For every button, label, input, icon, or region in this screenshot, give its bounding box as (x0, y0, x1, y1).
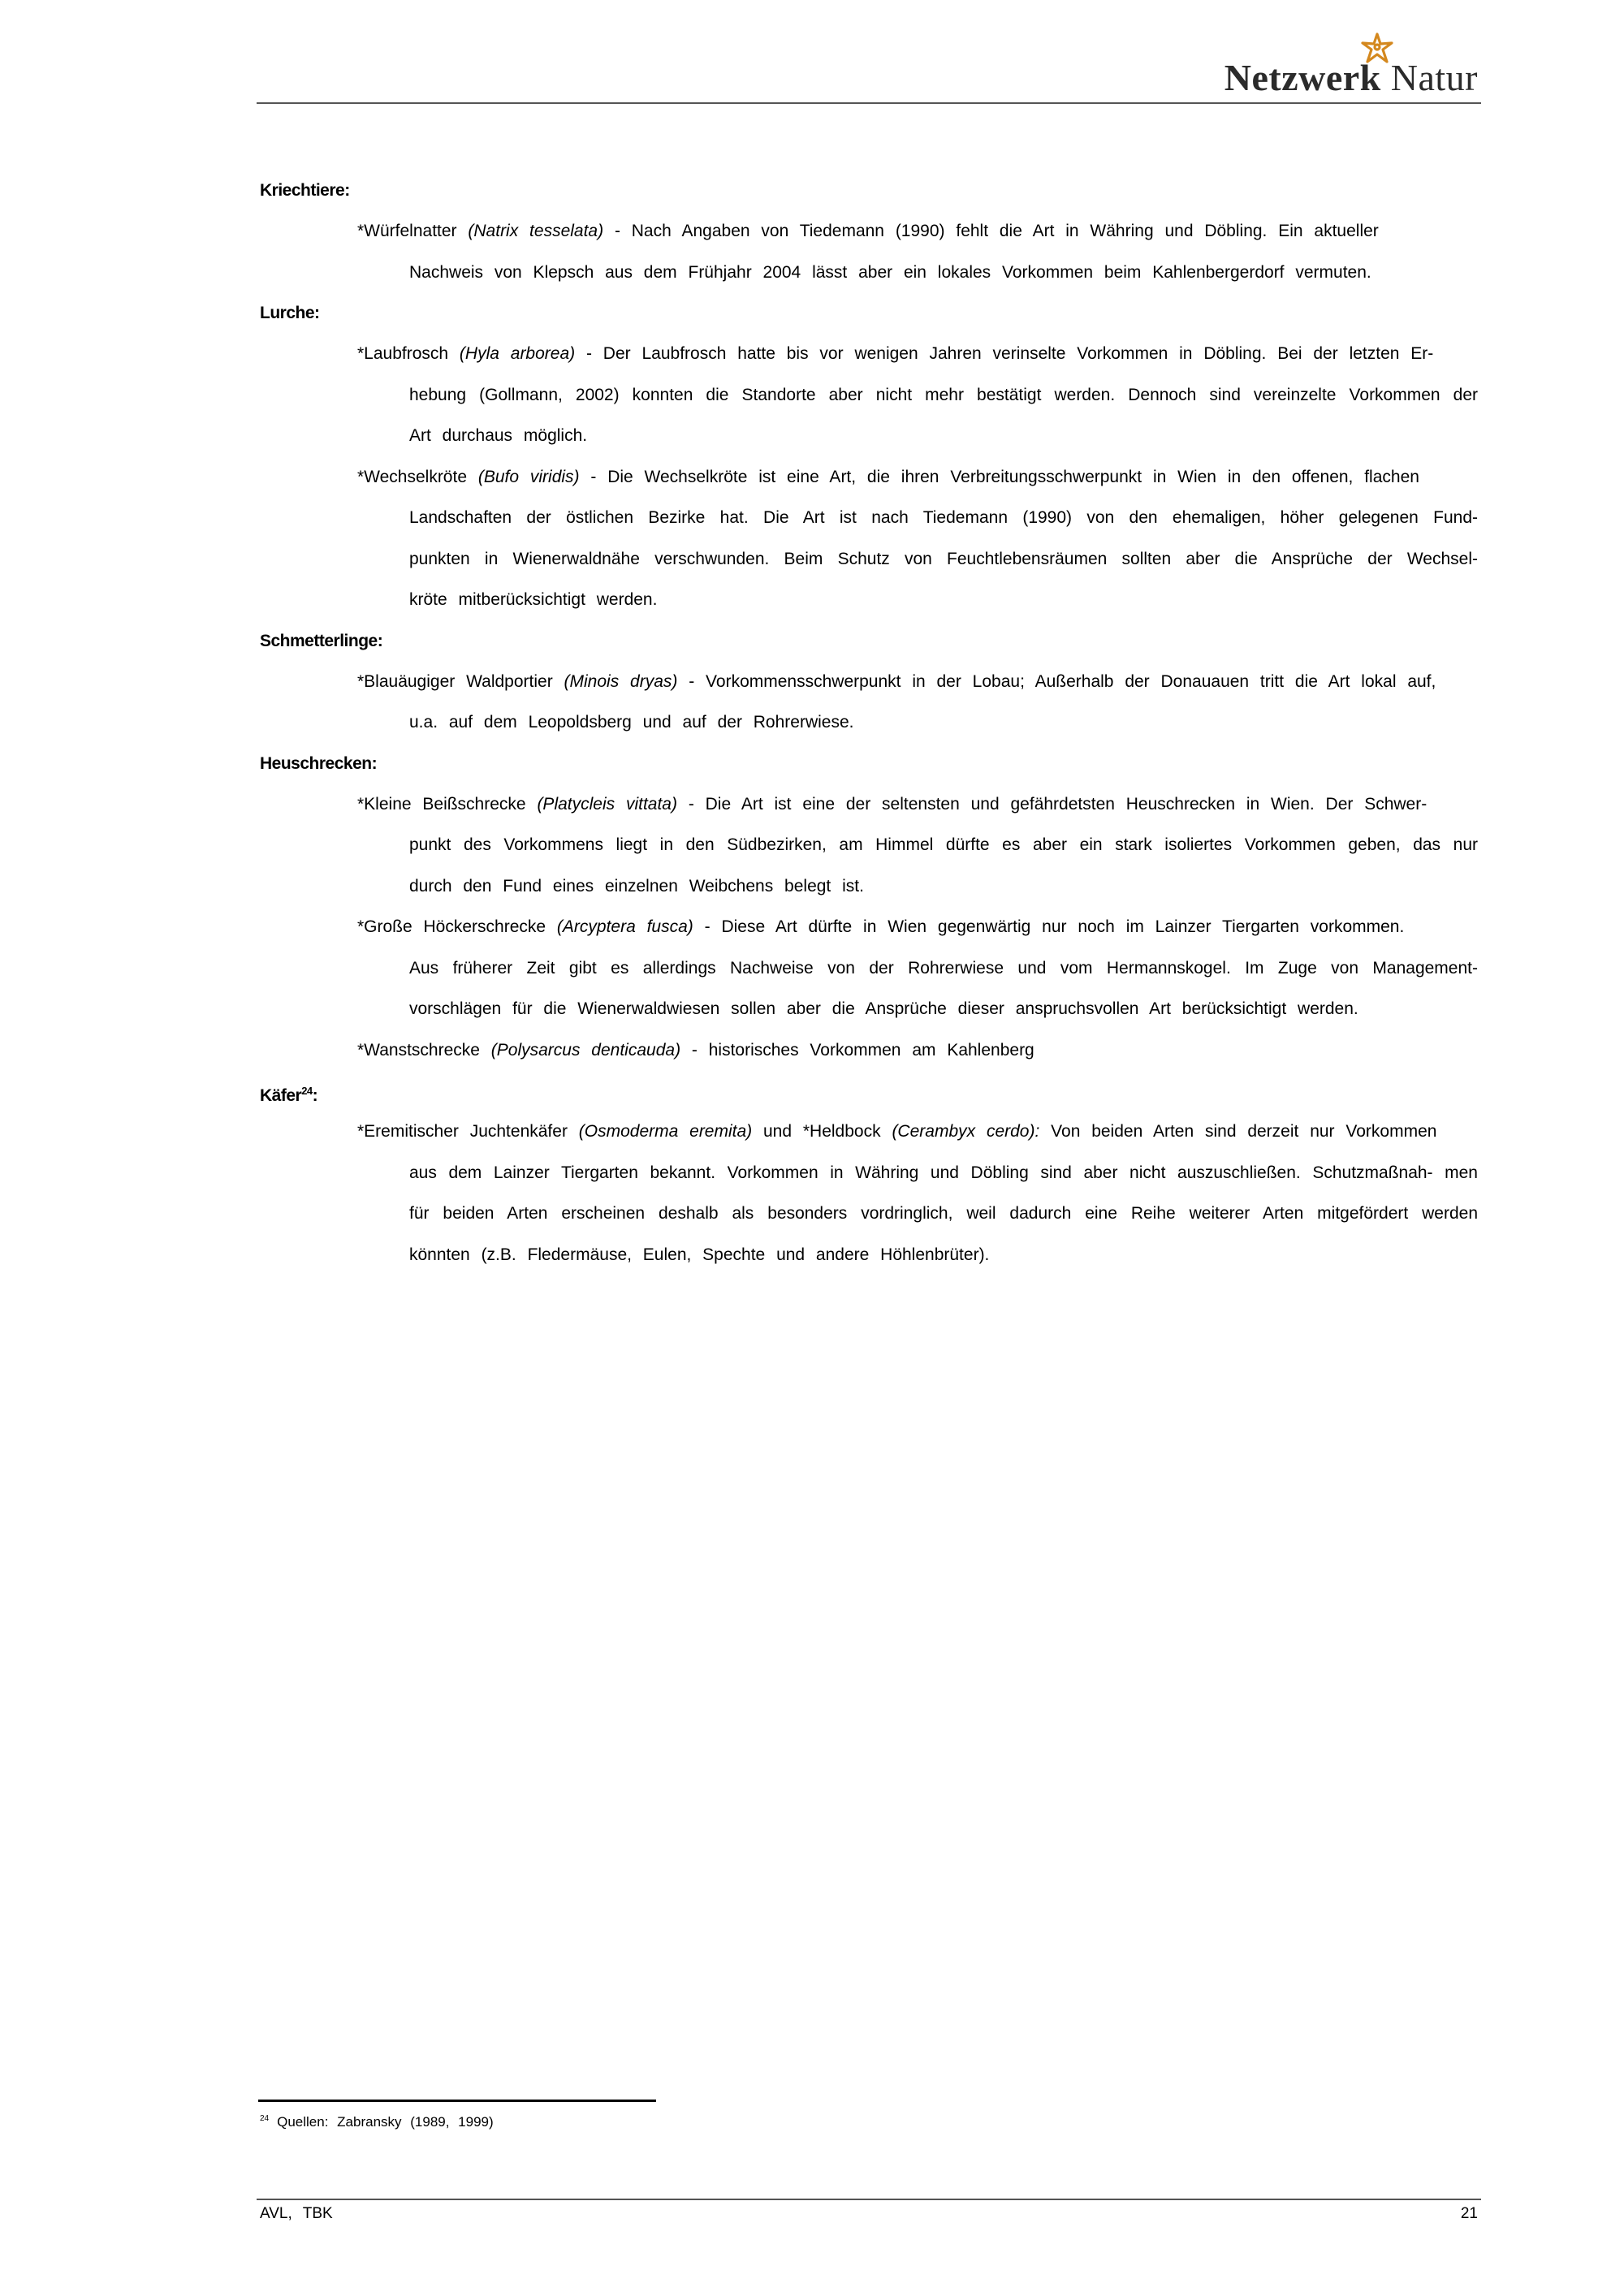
species-entry (357, 907, 1478, 1030)
species-name: *Große Höckerschrecke (357, 917, 557, 936)
scientific-name: (Polysarcus denticauda) (490, 1040, 681, 1060)
footer-rule (257, 2199, 1481, 2200)
species-name: *Wechselkröte (357, 467, 478, 486)
species-name: *Blauäugiger Waldportier (357, 671, 564, 691)
footnote-ref[interactable]: 24 (301, 1085, 313, 1097)
category-heading: Heuschrecken: (260, 753, 378, 773)
category-heading: Lurche: (260, 304, 320, 322)
footnote-rule (258, 2100, 656, 2102)
document-body (260, 170, 1478, 1275)
species-name: *Kleine Beißschrecke (357, 794, 538, 814)
species-entry (357, 1030, 1478, 1072)
logo-regular-word: Natur (1390, 57, 1478, 98)
scientific-name: (Hyla arborea) (459, 344, 576, 363)
entry-continuation: Nachweis von Klepsch aus dem Frühjahr 2004 lässt aber ein lokales Vorkommen beim Kahlenbergerdorf vermuten. (409, 262, 1371, 282)
scientific-name: (Platycleis vittata) (537, 794, 677, 814)
entry-text: - Die Art ist eine der seltensten und gefährdetsten Heuschrecken in Wien. Der Schwer- (676, 794, 1427, 814)
category-heading: Schmetterlinge: (260, 631, 383, 650)
scientific-name: (Natrix tesselata) (468, 222, 604, 240)
species-name: *Eremitischer Juchtenkäfer (357, 1122, 579, 1141)
scientific-name: (Arcyptera fusca) (556, 917, 693, 936)
entry-text: - Diese Art dürfte in Wien gegenwärtig nur noch im Lainzer Tiergarten vorkommen. (693, 917, 1405, 936)
entry-text: Von beiden Arten sind derzeit nur Vorkommen (1039, 1122, 1437, 1141)
entry-text: - Vorkommensschwerpunkt in der Lobau; Außerhalb der Donauauen tritt die Art lokal auf, (677, 671, 1436, 691)
scientific-name: (Osmoderma eremita) (578, 1122, 753, 1141)
entry-text: und *Heldbock (752, 1122, 892, 1141)
scientific-name: (Minois dryas) (564, 671, 678, 691)
footnote-text: Quellen: Zabransky (1989, 1999) (277, 2114, 494, 2130)
header-rule (257, 102, 1481, 104)
species-entry (357, 334, 1478, 457)
entry-continuation: u.a. auf dem Leopoldsberg und auf der Rohrerwiese. (409, 713, 854, 732)
entry-continuation: Landschaften der östlichen Bezirke hat. Die Art ist nach Tiedemann (1990) von den ehemaligen, höher gelegenen Fund- punkten in Wienerwaldnähe verschwunden. Beim Schutz von Feuchtlebensräumen sollten aber die Ansprüche der Wechsel- kröte mitberücksichtigt werden. (409, 508, 1478, 609)
entry-continuation: hebung (Gollmann, 2002) konnten die Standorte aber nicht mehr bestätigt werden. Dennoch sind vereinzelte Vorkommen der Art durchaus möglich. (409, 385, 1478, 445)
scientific-name: (Bufo viridis) (477, 467, 580, 486)
page-number: 21 (1460, 2205, 1478, 2222)
species-entry (357, 457, 1478, 621)
species-entry (357, 662, 1478, 744)
entry-continuation: punkt des Vorkommens liegt in den Südbezirken, am Himmel dürfte es aber ein stark isoliertes Vorkommen geben, das nur durch den Fund eines einzelnen Weibchens belegt ist. (409, 835, 1478, 896)
entry-text: - Der Laubfrosch hatte bis vor wenigen Jahren verinselte Vorkommen in Döbling. Bei der letzten Er- (575, 344, 1434, 363)
species-entry (357, 1111, 1478, 1275)
category-heading (260, 1071, 1478, 1111)
logo-bold-word: Netzwerk (1224, 57, 1381, 98)
header-logo (1218, 29, 1478, 99)
entry-text: - Nach Angaben von Tiedemann (1990) fehlt die Art in Währing und Döbling. Ein aktueller (603, 222, 1379, 240)
entry-text: - historisches Vorkommen am Kahlenberg (680, 1040, 1034, 1060)
species-entry (357, 211, 1478, 293)
footer-authors: AVL, TBK (260, 2205, 333, 2222)
species-name: *Laubfrosch (357, 344, 460, 363)
entry-continuation: aus dem Lainzer Tiergarten bekannt. Vorkommen in Währing und Döbling sind aber nicht auszuschließen. Schutzmaßnah- men für beiden Arten erscheinen deshalb als besonders vordringlich, weil dadurch eine Reihe weiterer Arten mitgefördert werden könnten (z.B. Fledermäuse, Eulen, Spechte und andere Höhlenbrüter). (409, 1163, 1478, 1264)
scientific-name: (Cerambyx cerdo): (892, 1122, 1040, 1141)
footnote (260, 2114, 494, 2130)
logo-wordmark (1224, 56, 1478, 99)
entry-text: - Die Wechselkröte ist eine Art, die ihren Verbreitungsschwerpunkt in Wien in den offenen, flachen (579, 467, 1419, 486)
species-name: *Wanstschrecke (357, 1040, 491, 1060)
species-name: *Würfelnatter (357, 222, 469, 240)
footnote-marker: 24 (260, 2114, 270, 2124)
entry-continuation: Aus früherer Zeit gibt es allerdings Nachweise von der Rohrerwiese und vom Hermannskogel. Im Zuge von Management- vorschlägen für die Wienerwaldwiesen sollen aber die Ansprüche dieser anspruchsvollen Art berücksichtigt werden. (409, 958, 1478, 1018)
category-colon: : (312, 1086, 318, 1105)
species-entry (357, 784, 1478, 908)
category-label: Käfer (260, 1086, 302, 1105)
category-heading: Kriechtiere: (260, 181, 350, 200)
